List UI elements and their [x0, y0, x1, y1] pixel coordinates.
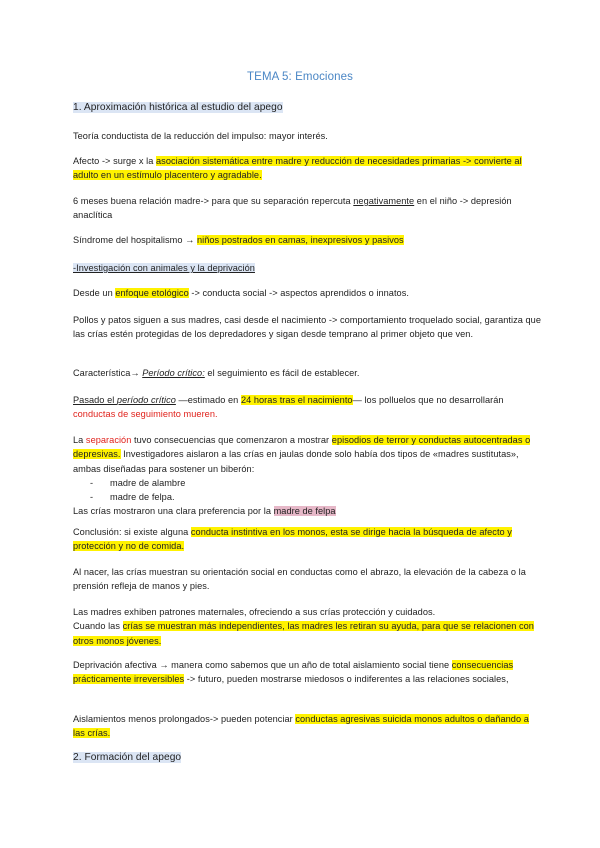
document-title: TEMA 5: Emociones: [247, 71, 353, 83]
p12-text-b: Cuando las: [73, 621, 123, 632]
paragraph-13: [73, 658, 543, 687]
p9-pink-highlight: madre de felpa: [273, 506, 336, 517]
p13-text-c: -> futuro, pueden mostrarse miedosos o indiferentes a las relaciones sociales,: [184, 674, 509, 685]
p9-red-text: separación: [85, 435, 132, 445]
p9-text-c: tuvo consecuencias que comenzaron a mostrar: [131, 435, 332, 445]
p4-highlight: niños postrados en camas, inexpresivos y pasivos: [196, 235, 404, 245]
paragraph-5: [73, 286, 533, 300]
subsection-heading-text: -Investigación con animales y la deprivación: [73, 263, 255, 273]
list-item: - madre de felpa.: [73, 490, 533, 504]
p7-text-a: Característica→: [73, 368, 143, 378]
paragraph-6: Pollos y patos siguen a sus madres, casi desde el nacimiento -> comportamiento troquelado social, garantiza que las crías estén protegidas de los depredadores y sigan desde temprano al primer objeto que ven.: [73, 315, 541, 340]
p9-text-e: Investigadores aislaron a las crías en jaulas donde solo había dos tipos de «madres sustitutas», ambas diseñadas para sostener un biberón:: [73, 449, 519, 474]
p9-highlight: episodios de terror y conductas autocentradas o depresivas.: [73, 435, 531, 460]
p9-text-f: Las crías mostraron una clara preferencia por la: [73, 506, 274, 517]
paragraph-7: [73, 366, 533, 380]
p10-text-a: Conclusión: si existe alguna: [73, 527, 191, 537]
p5-text-a: Desde un: [73, 288, 116, 298]
paragraph-10: [73, 525, 543, 554]
p8-text-c: —estimado en: [175, 395, 241, 405]
paragraph-8: [73, 393, 533, 422]
section-heading-1-text: 1. Aproximación histórica al estudio del apego: [73, 102, 283, 113]
p14-highlight: conductas agresivas suicida monos adultos o dañando a las crías.: [73, 714, 529, 739]
p12-line-a: Las madres exhiben patrones maternales, ofreciendo a sus crías protección y cuidados.: [73, 607, 436, 617]
p3-text-c: en el niño -> depresión anaclítica: [73, 196, 512, 221]
paragraph-2: [73, 154, 533, 183]
paragraph-9: [73, 433, 533, 519]
paragraph-12: [73, 605, 543, 648]
p8-italic: período crítico: [116, 395, 176, 405]
p9-text-a: La: [73, 435, 86, 445]
p2-text: Afecto -> surge x la: [73, 156, 157, 166]
p2-highlight: asociación sistemática entre madre y reducción de necesidades primarias -> convierte al adulto en un estímulo placentero y agradable.: [73, 156, 522, 181]
section-heading-2: [73, 751, 533, 765]
p3-underline: negativamente: [353, 196, 415, 206]
p8-red-text: conductas de seguimiento mueren.: [73, 409, 218, 420]
p7-text-c: el seguimiento es fácil de establecer.: [204, 368, 360, 378]
subsection-heading: [73, 261, 533, 275]
p5-highlight: enfoque etológico: [115, 288, 189, 298]
list-item: - madre de alambre: [73, 476, 533, 490]
surrogate-mothers-list: [73, 476, 533, 505]
p4-text: Síndrome del hospitalismo →: [73, 235, 197, 245]
p3-text-a: 6 meses buena relación madre-> para que su separación repercuta: [73, 196, 354, 206]
paragraph-11: Al nacer, las crías muestran su orientación social en conductas como el abrazo, la elevación de la cabeza o la prensión refleja de manos y pies.: [73, 567, 526, 592]
p8-text-e: — los polluelos que no desarrollarán: [352, 395, 504, 405]
paragraph-4: [73, 233, 533, 247]
p5-text-c: -> conducta social -> aspectos aprendidos o innatos.: [188, 288, 409, 298]
p7-underline: Período crítico:: [142, 368, 205, 378]
p8-text-a: Pasado el: [73, 395, 117, 405]
p8-highlight: 24 horas tras el nacimiento: [240, 395, 353, 405]
paragraph-14: [73, 712, 533, 741]
paragraph-1: Teoría conductista de la reducción del impulso: mayor interés.: [73, 131, 328, 141]
p13-text-a: Deprivación afectiva → manera como sabemos que un año de total aislamiento social tiene: [73, 660, 452, 670]
section-heading-2-text: 2. Formación del apego: [73, 752, 182, 763]
p12-highlight: crías se muestran más independientes, las madres les retiran su ayuda, para que se relacionen con otros monos jóvenes.: [73, 621, 534, 646]
paragraph-3: [73, 194, 533, 223]
p14-text-a: Aislamientos menos prolongados-> pueden potenciar: [73, 714, 296, 724]
p13-highlight: consecuencias prácticamente irreversibles: [73, 660, 514, 685]
p10-highlight: conducta instintiva en los monos, esta se dirige hacia la búsqueda de afecto y protección y no de comida.: [73, 527, 512, 552]
section-heading-1: [73, 101, 533, 115]
